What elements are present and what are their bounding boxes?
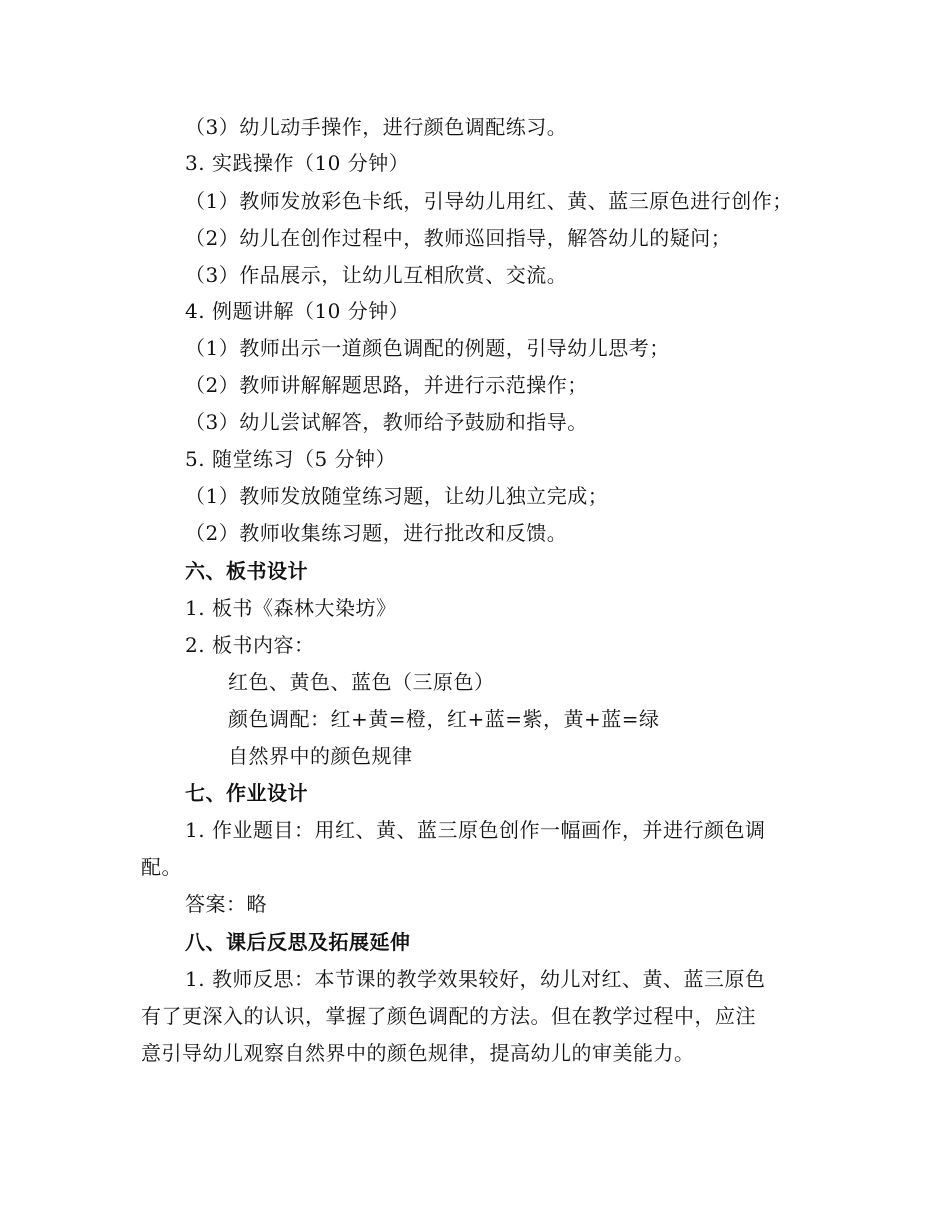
board-content-color-mixing: 颜色调配：红+黄=橙，红+蓝=紫，黄+蓝=绿 bbox=[228, 707, 660, 731]
section-practice-title: 3. 实践操作（10 分钟） bbox=[185, 151, 410, 175]
example-item-3: （3）幼儿尝试解答，教师给予鼓励和指导。 bbox=[185, 410, 588, 434]
step-3-operation-practice: （3）幼儿动手操作，进行颜色调配练习。 bbox=[185, 115, 568, 139]
homework-item-1-continued: 配。 bbox=[141, 855, 182, 879]
example-item-1: （1）教师出示一道颜色调配的例题，引导幼儿思考； bbox=[185, 336, 670, 360]
board-content-nature-rules: 自然界中的颜色规律 bbox=[228, 744, 413, 768]
reflection-paragraph-line-3: 意引导幼儿观察自然界中的颜色规律，提高幼儿的审美能力。 bbox=[141, 1041, 695, 1065]
reflection-paragraph-line-1: 1. 教师反思：本节课的教学效果较好，幼儿对红、黄、蓝三原色 bbox=[185, 967, 766, 991]
exercise-item-1: （1）教师发放随堂练习题，让幼儿独立完成； bbox=[185, 484, 609, 508]
section-exercise-title: 5. 随堂练习（5 分钟） bbox=[185, 447, 397, 471]
homework-item-1: 1. 作业题目：用红、黄、蓝三原色创作一幅画作，并进行颜色调 bbox=[185, 818, 766, 842]
exercise-item-2: （2）教师收集练习题，进行批改和反馈。 bbox=[185, 521, 568, 545]
heading-reflection: 八、课后反思及拓展延伸 bbox=[185, 930, 411, 954]
practice-item-3: （3）作品展示，让幼儿互相欣赏、交流。 bbox=[185, 263, 568, 287]
heading-homework-design: 七、作业设计 bbox=[185, 781, 308, 805]
board-item-1: 1. 板书《森林大染坊》 bbox=[185, 596, 397, 620]
practice-item-1: （1）教师发放彩色卡纸，引导幼儿用红、黄、蓝三原色进行创作； bbox=[185, 189, 793, 213]
section-example-title: 4. 例题讲解（10 分钟） bbox=[185, 299, 410, 323]
homework-answer: 答案：略 bbox=[185, 892, 267, 916]
reflection-paragraph-line-2: 有了更深入的认识，掌握了颜色调配的方法。但在教学过程中，应注 bbox=[141, 1004, 756, 1028]
heading-board-design: 六、板书设计 bbox=[185, 559, 308, 583]
board-content-primary-colors: 红色、黄色、蓝色（三原色） bbox=[228, 670, 495, 694]
practice-item-2: （2）幼儿在创作过程中，教师巡回指导，解答幼儿的疑问； bbox=[185, 226, 732, 250]
board-item-2: 2. 板书内容： bbox=[185, 633, 315, 657]
example-item-2: （2）教师讲解解题思路，并进行示范操作； bbox=[185, 373, 588, 397]
